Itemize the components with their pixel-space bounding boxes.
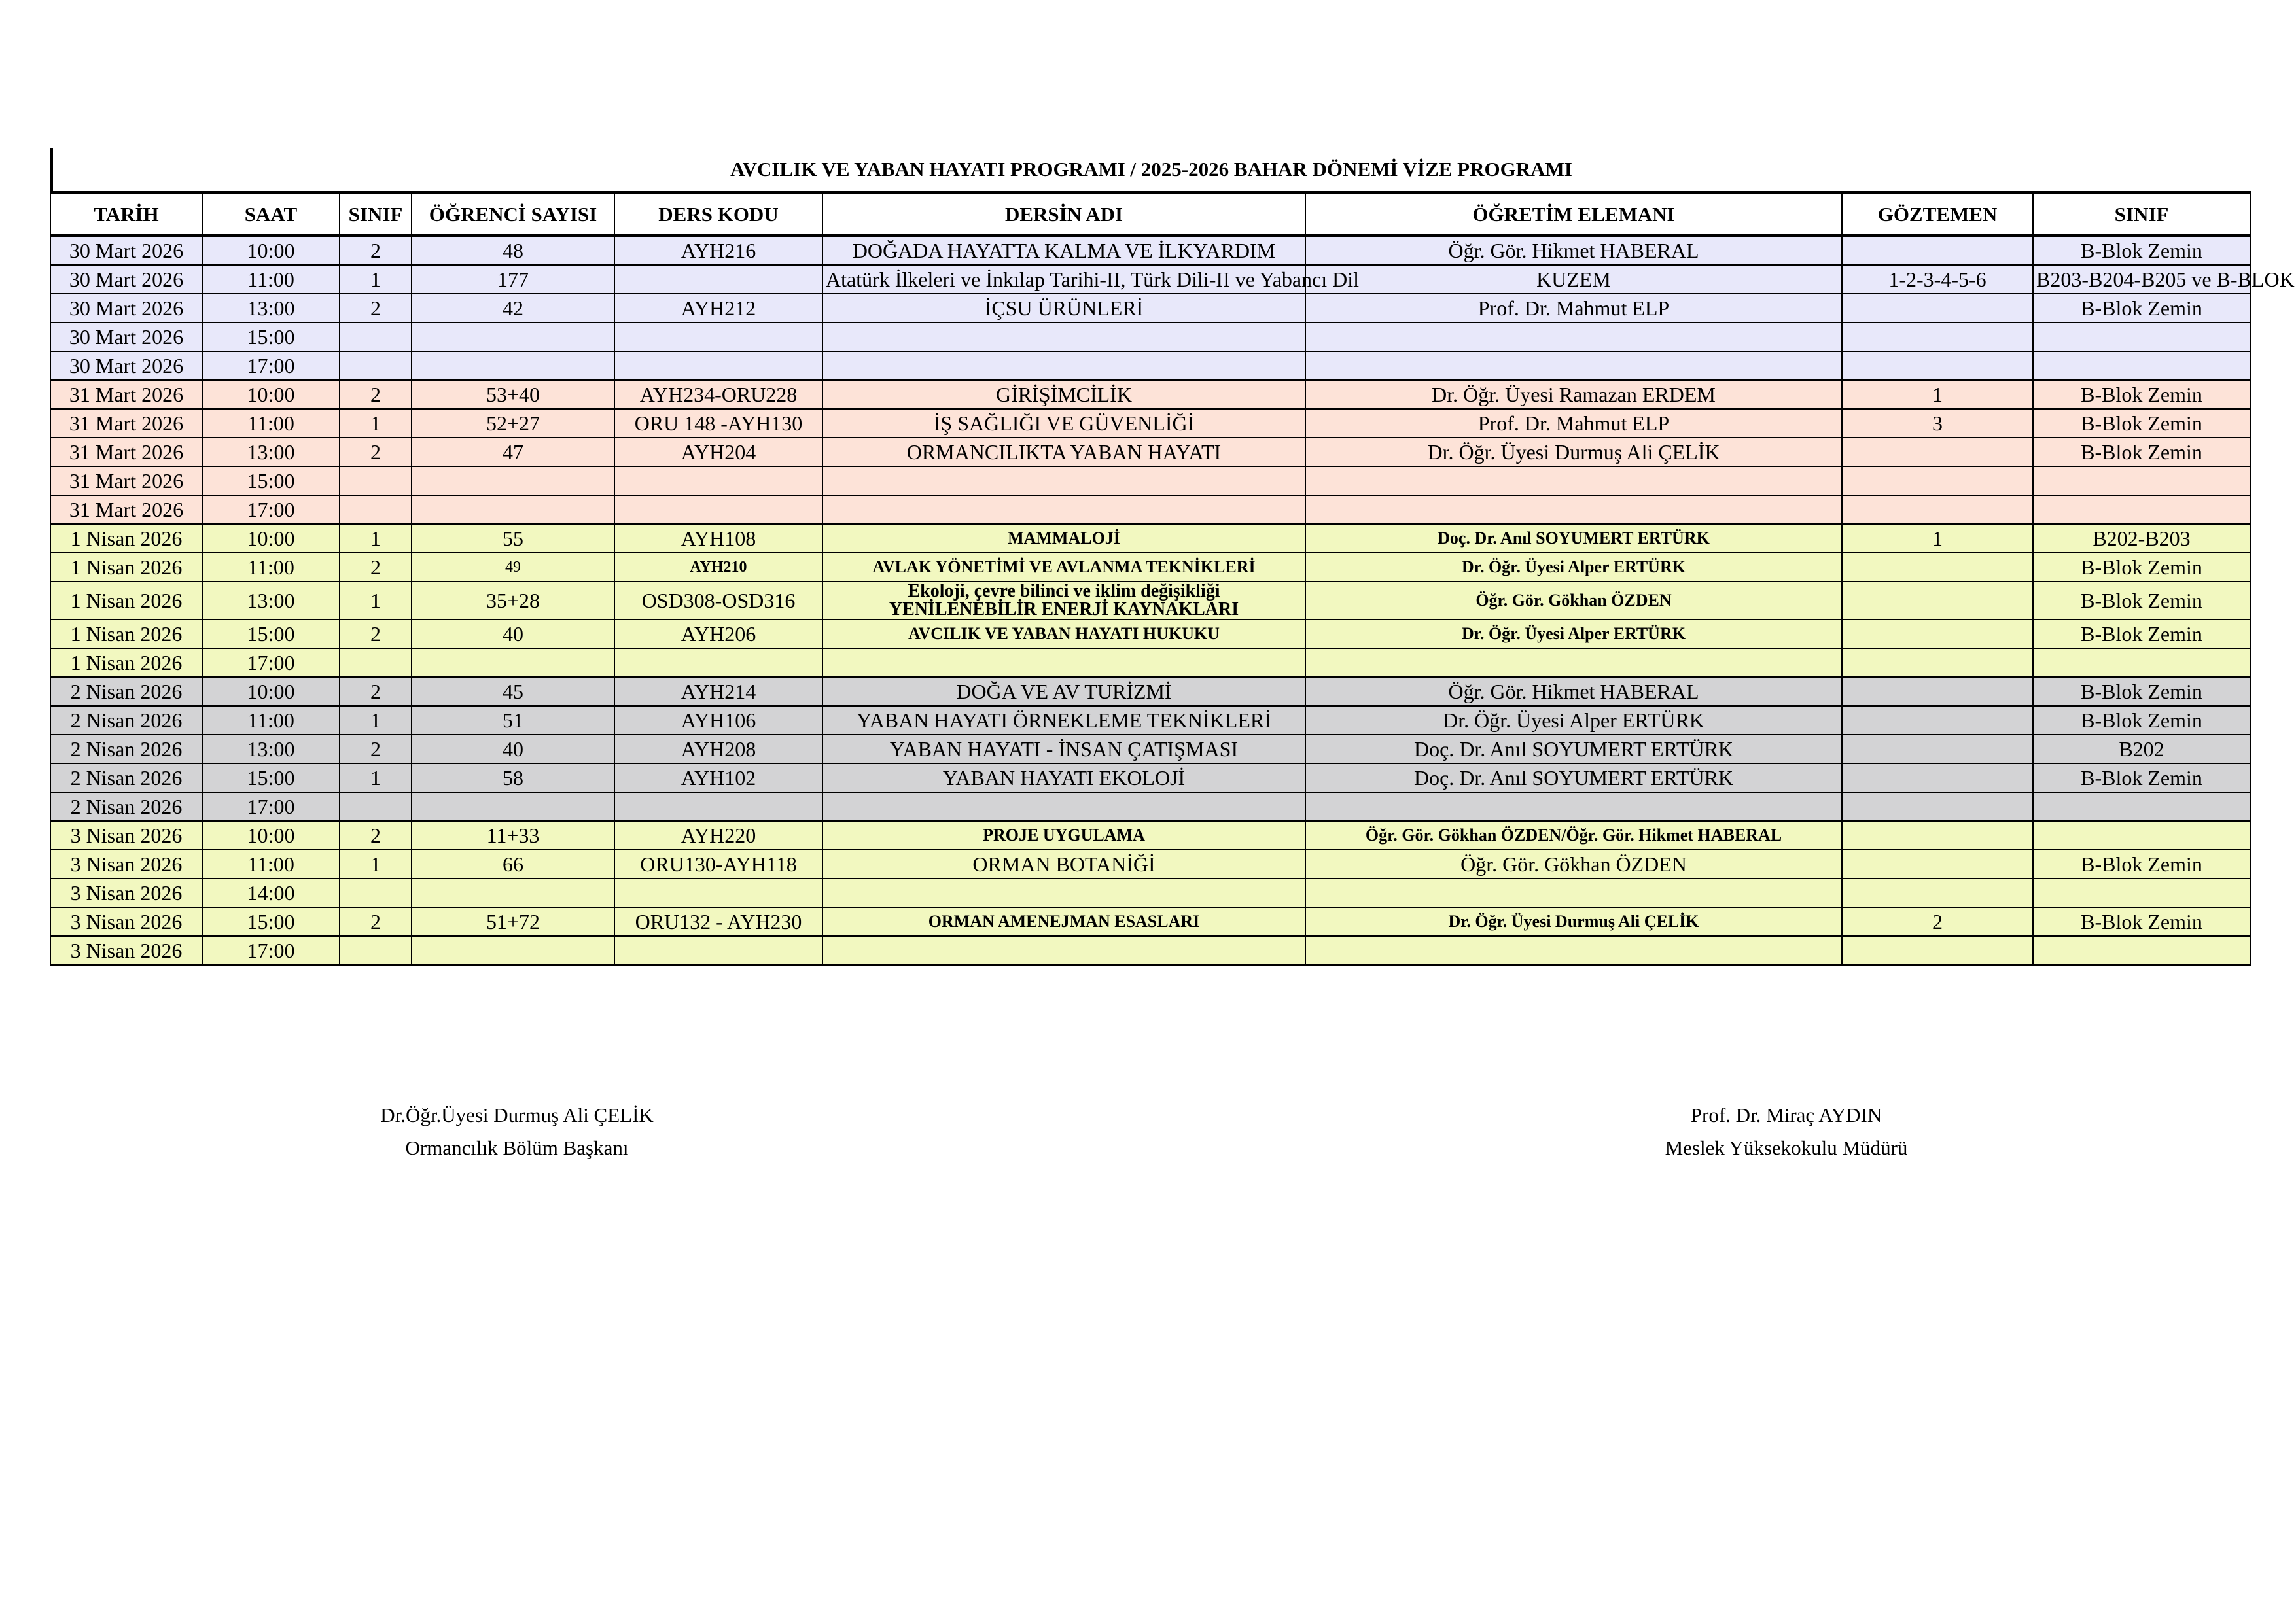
cell-tarih: 30 Mart 2026 — [50, 265, 202, 294]
cell-sinif: 1 — [340, 706, 412, 735]
cell-saat: 11:00 — [202, 706, 340, 735]
table-row — [50, 553, 2250, 582]
cell-sinif — [340, 792, 412, 821]
cell-sinif: 2 — [340, 553, 412, 582]
col-header-tarih: TARİH — [50, 193, 202, 236]
cell-tarih: 2 Nisan 2026 — [50, 735, 202, 763]
cell-tarih: 1 Nisan 2026 — [50, 582, 202, 620]
cell-gozetmen: 1-2-3-4-5-6 — [1842, 265, 2033, 294]
cell-salon: B-Blok Zemin — [2033, 438, 2250, 466]
cell-salon — [2033, 879, 2250, 907]
cell-tarih: 30 Mart 2026 — [50, 323, 202, 351]
cell-ogrenci-sayisi — [412, 879, 614, 907]
cell-ders-kodu — [614, 495, 822, 524]
cell-ogrenci-sayisi: 51+72 — [412, 907, 614, 936]
cell-ders-kodu: AYH210 — [614, 553, 822, 582]
cell-saat: 10:00 — [202, 524, 340, 553]
cell-ders-kodu: AYH106 — [614, 706, 822, 735]
cell-ogretim-elemani — [1305, 351, 1842, 380]
cell-ogrenci-sayisi: 48 — [412, 236, 614, 266]
table-row — [50, 582, 2250, 620]
header-row — [50, 193, 2250, 236]
cell-gozetmen — [1842, 351, 2033, 380]
cell-salon: B203-B204-B205 ve B-BLOK — [2033, 265, 2250, 294]
cell-sinif — [340, 323, 412, 351]
cell-saat: 15:00 — [202, 466, 340, 495]
col-header-gozetmen: GÖZTEMEN — [1842, 193, 2033, 236]
cell-sinif — [340, 648, 412, 677]
cell-gozetmen — [1842, 294, 2033, 323]
cell-ders-kodu: ORU 148 -AYH130 — [614, 409, 822, 438]
cell-saat: 13:00 — [202, 294, 340, 323]
cell-saat: 17:00 — [202, 351, 340, 380]
cell-sinif: 2 — [340, 620, 412, 648]
signature-right — [1583, 1099, 1989, 1164]
cell-gozetmen — [1842, 495, 2033, 524]
cell-gozetmen — [1842, 706, 2033, 735]
cell-dersin-adi: ORMANCILIKTA YABAN HAYATI — [822, 438, 1305, 466]
cell-dersin-adi: İŞ SAĞLIĞI VE GÜVENLİĞİ — [822, 409, 1305, 438]
cell-salon: B-Blok Zemin — [2033, 380, 2250, 409]
table-row — [50, 438, 2250, 466]
cell-ogretim-elemani — [1305, 495, 1842, 524]
cell-gozetmen — [1842, 850, 2033, 879]
cell-dersin-adi: YABAN HAYATI EKOLOJİ — [822, 763, 1305, 792]
cell-ders-kodu: AYH214 — [614, 677, 822, 706]
cell-saat: 17:00 — [202, 648, 340, 677]
cell-saat: 17:00 — [202, 792, 340, 821]
cell-dersin-adi — [822, 323, 1305, 351]
cell-ders-kodu: AYH206 — [614, 620, 822, 648]
cell-dersin-adi — [822, 936, 1305, 965]
cell-sinif — [340, 879, 412, 907]
cell-ogrenci-sayisi — [412, 323, 614, 351]
cell-saat: 13:00 — [202, 438, 340, 466]
table-row — [50, 648, 2250, 677]
cell-tarih: 30 Mart 2026 — [50, 236, 202, 266]
cell-tarih: 31 Mart 2026 — [50, 409, 202, 438]
cell-ogrenci-sayisi — [412, 936, 614, 965]
cell-ders-kodu: OSD308-OSD316 — [614, 582, 822, 620]
cell-ogretim-elemani: Doç. Dr. Anıl SOYUMERT ERTÜRK — [1305, 735, 1842, 763]
cell-tarih: 30 Mart 2026 — [50, 294, 202, 323]
table-row — [50, 620, 2250, 648]
cell-ogrenci-sayisi: 66 — [412, 850, 614, 879]
cell-ders-kodu — [614, 879, 822, 907]
cell-dersin-adi: ORMAN AMENEJMAN ESASLARI — [822, 907, 1305, 936]
cell-ogretim-elemani — [1305, 792, 1842, 821]
table-row — [50, 351, 2250, 380]
cell-dersin-adi — [822, 582, 1305, 620]
cell-ogretim-elemani: Dr. Öğr. Üyesi Durmuş Ali ÇELİK — [1305, 438, 1842, 466]
cell-saat: 11:00 — [202, 850, 340, 879]
cell-ogretim-elemani: Doç. Dr. Anıl SOYUMERT ERTÜRK — [1305, 763, 1842, 792]
cell-sinif — [340, 466, 412, 495]
cell-ogrenci-sayisi: 52+27 — [412, 409, 614, 438]
cell-ogrenci-sayisi — [412, 351, 614, 380]
cell-salon — [2033, 792, 2250, 821]
cell-ogretim-elemani — [1305, 879, 1842, 907]
cell-tarih: 2 Nisan 2026 — [50, 763, 202, 792]
cell-salon — [2033, 466, 2250, 495]
cell-sinif: 1 — [340, 850, 412, 879]
cell-ogrenci-sayisi: 45 — [412, 677, 614, 706]
cell-salon — [2033, 936, 2250, 965]
cell-ogretim-elemani: Prof. Dr. Mahmut ELP — [1305, 294, 1842, 323]
col-header-salon: SINIF — [2033, 193, 2250, 236]
cell-ders-kodu: AYH234-ORU228 — [614, 380, 822, 409]
cell-dersin-adi — [822, 792, 1305, 821]
cell-ogretim-elemani: Dr. Öğr. Üyesi Alper ERTÜRK — [1305, 620, 1842, 648]
cell-gozetmen: 1 — [1842, 380, 2033, 409]
cell-ogrenci-sayisi: 40 — [412, 620, 614, 648]
cell-ogrenci-sayisi: 177 — [412, 265, 614, 294]
cell-tarih: 30 Mart 2026 — [50, 351, 202, 380]
cell-tarih: 3 Nisan 2026 — [50, 907, 202, 936]
table-row — [50, 821, 2250, 850]
cell-dersin-adi — [822, 879, 1305, 907]
cell-gozetmen — [1842, 553, 2033, 582]
cell-tarih: 2 Nisan 2026 — [50, 706, 202, 735]
cell-gozetmen — [1842, 648, 2033, 677]
cell-tarih: 2 Nisan 2026 — [50, 677, 202, 706]
cell-gozetmen: 3 — [1842, 409, 2033, 438]
cell-sinif: 2 — [340, 735, 412, 763]
cell-tarih: 31 Mart 2026 — [50, 466, 202, 495]
cell-ders-kodu: AYH220 — [614, 821, 822, 850]
cell-sinif: 2 — [340, 236, 412, 266]
table-row — [50, 466, 2250, 495]
cell-ogretim-elemani — [1305, 466, 1842, 495]
cell-gozetmen — [1842, 821, 2033, 850]
cell-dersin-adi: ORMAN BOTANİĞİ — [822, 850, 1305, 879]
cell-ders-kodu — [614, 936, 822, 965]
cell-salon: B202-B203 — [2033, 524, 2250, 553]
cell-ders-kodu — [614, 265, 822, 294]
cell-dersin-adi — [822, 466, 1305, 495]
col-header-dersin-adi: DERSİN ADI — [822, 193, 1305, 236]
cell-saat: 15:00 — [202, 763, 340, 792]
col-header-ogretim-elemani: ÖĞRETİM ELEMANI — [1305, 193, 1842, 236]
cell-gozetmen — [1842, 323, 2033, 351]
cell-tarih: 1 Nisan 2026 — [50, 648, 202, 677]
cell-ders-kodu: AYH208 — [614, 735, 822, 763]
cell-ogrenci-sayisi — [412, 648, 614, 677]
table-row — [50, 677, 2250, 706]
cell-ogrenci-sayisi — [412, 792, 614, 821]
cell-ogretim-elemani: Öğr. Gör. Gökhan ÖZDEN — [1305, 850, 1842, 879]
cell-gozetmen — [1842, 466, 2033, 495]
cell-ders-kodu: AYH216 — [614, 236, 822, 266]
cell-dersin-adi: GİRİŞİMCİLİK — [822, 380, 1305, 409]
table-row — [50, 265, 2250, 294]
cell-sinif: 1 — [340, 265, 412, 294]
cell-ogrenci-sayisi — [412, 495, 614, 524]
cell-saat: 15:00 — [202, 323, 340, 351]
cell-ogretim-elemani: Dr. Öğr. Üyesi Durmuş Ali ÇELİK — [1305, 907, 1842, 936]
signature-left-name: Dr.Öğr.Üyesi Durmuş Ali ÇELİK — [380, 1104, 654, 1126]
cell-salon: B-Blok Zemin — [2033, 706, 2250, 735]
col-header-ogrenci-sayisi: ÖĞRENCİ SAYISI — [412, 193, 614, 236]
cell-ogrenci-sayisi: 42 — [412, 294, 614, 323]
cell-ogrenci-sayisi: 55 — [412, 524, 614, 553]
cell-tarih: 31 Mart 2026 — [50, 380, 202, 409]
table-row — [50, 936, 2250, 965]
cell-salon — [2033, 351, 2250, 380]
table-row — [50, 735, 2250, 763]
cell-tarih: 1 Nisan 2026 — [50, 620, 202, 648]
cell-sinif: 2 — [340, 438, 412, 466]
cell-gozetmen — [1842, 438, 2033, 466]
cell-dersin-adi: YABAN HAYATI - İNSAN ÇATIŞMASI — [822, 735, 1305, 763]
cell-saat: 13:00 — [202, 735, 340, 763]
cell-sinif: 1 — [340, 524, 412, 553]
cell-tarih: 31 Mart 2026 — [50, 438, 202, 466]
cell-tarih: 31 Mart 2026 — [50, 495, 202, 524]
table-row — [50, 380, 2250, 409]
cell-ders-kodu: AYH204 — [614, 438, 822, 466]
course-name-line1: Ekoloji, çevre bilinci ve iklim değişikliği — [908, 581, 1220, 601]
cell-salon — [2033, 323, 2250, 351]
cell-ogrenci-sayisi: 51 — [412, 706, 614, 735]
cell-ders-kodu — [614, 323, 822, 351]
cell-ders-kodu: ORU130-AYH118 — [614, 850, 822, 879]
cell-saat: 17:00 — [202, 936, 340, 965]
cell-dersin-adi: YABAN HAYATI ÖRNEKLEME TEKNİKLERİ — [822, 706, 1305, 735]
cell-saat: 11:00 — [202, 553, 340, 582]
cell-tarih: 2 Nisan 2026 — [50, 792, 202, 821]
cell-ders-kodu — [614, 466, 822, 495]
cell-sinif: 2 — [340, 294, 412, 323]
cell-ogrenci-sayisi: 53+40 — [412, 380, 614, 409]
cell-ders-kodu — [614, 792, 822, 821]
cell-salon: B-Blok Zemin — [2033, 236, 2250, 266]
cell-dersin-adi: DOĞADA HAYATTA KALMA VE İLKYARDIM — [822, 236, 1305, 266]
cell-salon — [2033, 821, 2250, 850]
cell-sinif: 2 — [340, 677, 412, 706]
cell-sinif: 1 — [340, 582, 412, 620]
cell-ders-kodu — [614, 648, 822, 677]
cell-ogretim-elemani — [1305, 323, 1842, 351]
col-header-saat: SAAT — [202, 193, 340, 236]
cell-tarih: 3 Nisan 2026 — [50, 936, 202, 965]
col-header-ders-kodu: DERS KODU — [614, 193, 822, 236]
cell-ogretim-elemani: Dr. Öğr. Üyesi Alper ERTÜRK — [1305, 706, 1842, 735]
table-body — [50, 236, 2295, 966]
cell-ogretim-elemani: Dr. Öğr. Üyesi Alper ERTÜRK — [1305, 553, 1842, 582]
cell-sinif: 2 — [340, 907, 412, 936]
cell-ogretim-elemani: Prof. Dr. Mahmut ELP — [1305, 409, 1842, 438]
cell-tarih: 1 Nisan 2026 — [50, 524, 202, 553]
cell-ogretim-elemani: Doç. Dr. Anıl SOYUMERT ERTÜRK — [1305, 524, 1842, 553]
cell-saat: 10:00 — [202, 380, 340, 409]
cell-sinif — [340, 351, 412, 380]
cell-salon: B202 — [2033, 735, 2250, 763]
cell-salon: B-Blok Zemin — [2033, 850, 2250, 879]
cell-saat: 10:00 — [202, 236, 340, 266]
cell-gozetmen: 1 — [1842, 524, 2033, 553]
cell-saat: 10:00 — [202, 821, 340, 850]
cell-sinif: 1 — [340, 763, 412, 792]
cell-dersin-adi: AVLAK YÖNETİMİ VE AVLANMA TEKNİKLERİ — [822, 553, 1305, 582]
cell-ogrenci-sayisi: 58 — [412, 763, 614, 792]
cell-saat: 15:00 — [202, 907, 340, 936]
signature-left — [314, 1099, 720, 1164]
cell-ogrenci-sayisi: 11+33 — [412, 821, 614, 850]
cell-gozetmen — [1842, 236, 2033, 266]
cell-gozetmen — [1842, 763, 2033, 792]
cell-ogrenci-sayisi: 49 — [412, 553, 614, 582]
cell-gozetmen: 2 — [1842, 907, 2033, 936]
cell-gozetmen — [1842, 620, 2033, 648]
cell-dersin-adi: Atatürk İlkeleri ve İnkılap Tarihi-II, Türk Dili-II ve Yabancı Dil — [822, 265, 1305, 294]
course-name-line2: YENİLENEBİLİR ENERJİ KAYNAKLARI — [889, 599, 1239, 620]
cell-salon: B-Blok Zemin — [2033, 620, 2250, 648]
cell-tarih: 3 Nisan 2026 — [50, 879, 202, 907]
cell-ogretim-elemani: Öğr. Gör. Gökhan ÖZDEN — [1305, 582, 1842, 620]
cell-sinif: 1 — [340, 409, 412, 438]
cell-saat: 11:00 — [202, 409, 340, 438]
signature-left-role: Ormancılık Bölüm Başkanı — [405, 1136, 629, 1159]
cell-ogretim-elemani: KUZEM — [1305, 265, 1842, 294]
cell-ogretim-elemani: Öğr. Gör. Hikmet HABERAL — [1305, 236, 1842, 266]
cell-sinif — [340, 936, 412, 965]
signature-right-role: Meslek Yüksekokulu Müdürü — [1665, 1136, 1908, 1159]
table-row — [50, 792, 2250, 821]
table-row — [50, 294, 2250, 323]
table-row — [50, 409, 2250, 438]
cell-ders-kodu: AYH212 — [614, 294, 822, 323]
cell-dersin-adi: İÇSU ÜRÜNLERİ — [822, 294, 1305, 323]
cell-gozetmen — [1842, 936, 2033, 965]
cell-ogretim-elemani: Dr. Öğr. Üyesi Ramazan ERDEM — [1305, 380, 1842, 409]
table-row — [50, 236, 2250, 266]
cell-ogretim-elemani — [1305, 936, 1842, 965]
cell-ders-kodu: AYH108 — [614, 524, 822, 553]
cell-dersin-adi: AVCILIK VE YABAN HAYATI HUKUKU — [822, 620, 1305, 648]
cell-salon: B-Blok Zemin — [2033, 763, 2250, 792]
cell-salon — [2033, 495, 2250, 524]
exam-schedule-table — [50, 191, 2295, 966]
table-row — [50, 495, 2250, 524]
cell-saat: 10:00 — [202, 677, 340, 706]
cell-salon — [2033, 648, 2250, 677]
cell-ogretim-elemani — [1305, 648, 1842, 677]
page-title: AVCILIK VE YABAN HAYATI PROGRAMI / 2025-2026 BAHAR DÖNEMİ VİZE PROGRAMI — [50, 148, 2250, 191]
cell-ogrenci-sayisi: 40 — [412, 735, 614, 763]
cell-gozetmen — [1842, 677, 2033, 706]
cell-ogrenci-sayisi: 47 — [412, 438, 614, 466]
cell-ders-kodu: AYH102 — [614, 763, 822, 792]
table-row — [50, 524, 2250, 553]
cell-dersin-adi — [822, 351, 1305, 380]
cell-salon: B-Blok Zemin — [2033, 907, 2250, 936]
cell-ogrenci-sayisi: 35+28 — [412, 582, 614, 620]
cell-saat: 15:00 — [202, 620, 340, 648]
cell-salon: B-Blok Zemin — [2033, 553, 2250, 582]
cell-tarih: 3 Nisan 2026 — [50, 850, 202, 879]
cell-tarih: 3 Nisan 2026 — [50, 821, 202, 850]
cell-sinif: 2 — [340, 380, 412, 409]
col-header-sinif: SINIF — [340, 193, 412, 236]
cell-dersin-adi — [822, 648, 1305, 677]
signature-right-name: Prof. Dr. Miraç AYDIN — [1690, 1104, 1882, 1126]
cell-ogrenci-sayisi — [412, 466, 614, 495]
cell-gozetmen — [1842, 792, 2033, 821]
cell-salon: B-Blok Zemin — [2033, 582, 2250, 620]
cell-salon: B-Blok Zemin — [2033, 677, 2250, 706]
cell-salon: B-Blok Zemin — [2033, 294, 2250, 323]
table-row — [50, 323, 2250, 351]
cell-ders-kodu: ORU132 - AYH230 — [614, 907, 822, 936]
table-row — [50, 907, 2250, 936]
cell-sinif — [340, 495, 412, 524]
cell-tarih: 1 Nisan 2026 — [50, 553, 202, 582]
cell-gozetmen — [1842, 735, 2033, 763]
cell-ders-kodu — [614, 351, 822, 380]
cell-dersin-adi — [822, 495, 1305, 524]
cell-saat: 11:00 — [202, 265, 340, 294]
cell-saat: 14:00 — [202, 879, 340, 907]
cell-gozetmen — [1842, 879, 2033, 907]
table-row — [50, 850, 2250, 879]
table-row — [50, 706, 2250, 735]
cell-gozetmen — [1842, 582, 2033, 620]
cell-saat: 17:00 — [202, 495, 340, 524]
table-row — [50, 763, 2250, 792]
cell-dersin-adi: MAMMALOJİ — [822, 524, 1305, 553]
cell-sinif: 2 — [340, 821, 412, 850]
table-row — [50, 879, 2250, 907]
cell-dersin-adi: PROJE UYGULAMA — [822, 821, 1305, 850]
cell-saat: 13:00 — [202, 582, 340, 620]
cell-dersin-adi: DOĞA VE AV TURİZMİ — [822, 677, 1305, 706]
cell-salon: B-Blok Zemin — [2033, 409, 2250, 438]
cell-ogretim-elemani: Öğr. Gör. Gökhan ÖZDEN/Öğr. Gör. Hikmet HABERAL — [1305, 821, 1842, 850]
cell-ogretim-elemani: Öğr. Gör. Hikmet HABERAL — [1305, 677, 1842, 706]
